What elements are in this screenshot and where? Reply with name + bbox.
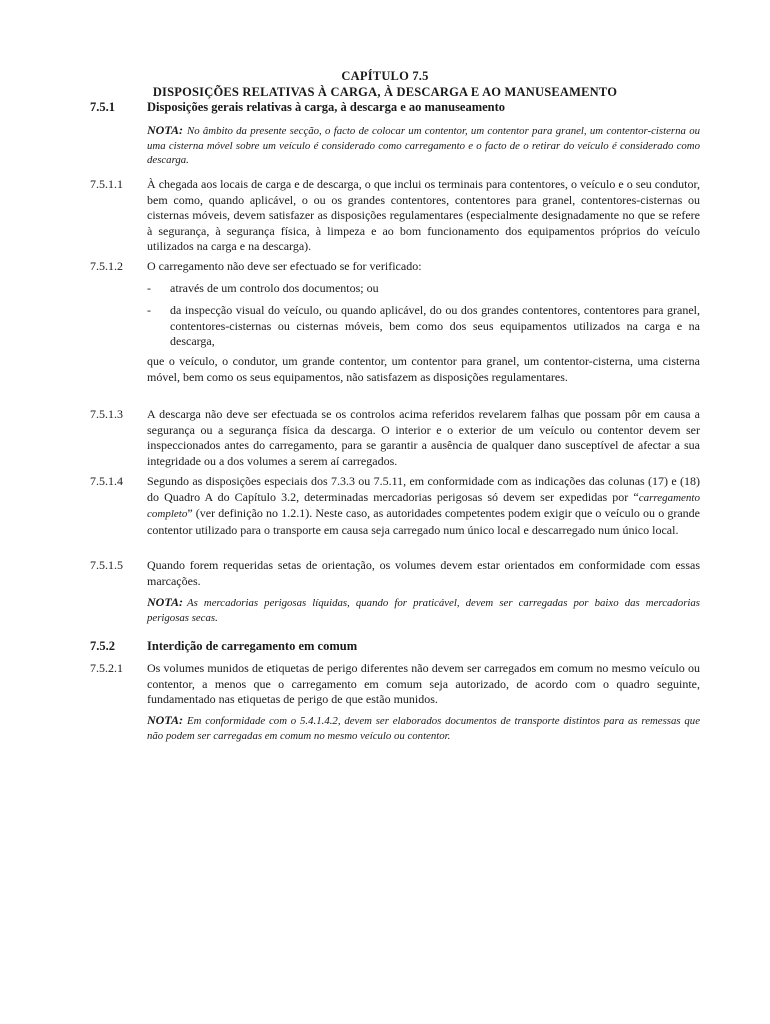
paragraph-number: 7.5.1.3 <box>90 407 123 421</box>
paragraph-text: Os volumes munidos de etiquetas de perigo diferentes não devem ser carregados em comum no mesmo veículo ou contentor, a menos que o carregamento em comum seja autorizado, de acordo com o quadro seguinte, fundamentado nas etiquetas de perigo de que estão munidos. <box>147 661 700 706</box>
text-part: Segundo as disposições especiais dos 7.3.3 ou 7.5.11, em conformidade com as indicações das colunas (17) e (18) do Quadro A do Capítulo 3.2, determinadas mercadorias perigosas só devem ser expedidas por “ <box>147 474 700 504</box>
paragraph-number: 7.5.2.1 <box>90 661 123 675</box>
paragraph-number: 7.5.1.1 <box>90 177 123 191</box>
section-7-5-2-heading <box>90 639 700 654</box>
section-title: Interdição de carregamento em comum <box>147 639 358 653</box>
paragraph-text: Quando forem requeridas setas de orientação, os volumes devem estar orientados em conformidade com essas marcações. <box>147 558 700 588</box>
list-item-text: da inspecção visual do veículo, ou quando aplicável, do ou dos grandes contentores, contentores para granel, contentores-cisternas ou cisternas móveis, bem como dos seus equipamentos utilizados na carga e na descarga, <box>170 303 700 348</box>
note-text: Em conformidade com o 5.4.1.4.2, devem ser elaborados documentos de transporte distintos para as remessas que não podem ser carregadas em comum no mesmo veículo ou contentor. <box>147 715 700 742</box>
paragraph-intro: O carregamento não deve ser efectuado se for verificado: <box>147 259 422 273</box>
note-label: NOTA: <box>147 123 183 137</box>
note-2 <box>147 595 700 625</box>
note-3 <box>147 713 700 743</box>
paragraph-7-5-1-4 <box>90 474 700 538</box>
note-text: As mercadorias perigosas líquidas, quando for praticável, devem ser carregadas por baixo das mercadorias perigosas secas. <box>147 597 700 624</box>
paragraph-text <box>147 474 700 538</box>
text-part: ” (ver definição no 1.2.1). Neste caso, as autoridades competentes podem exigir que o veículo ou o grande contentor utilizado para o transporte em causa seja carregado num único local e descarregado num único local. <box>147 506 700 537</box>
note-text: No âmbito da presente secção, o facto de colocar um contentor, um contentor para granel, um contentor-cisterna ou uma cisterna móvel sobre um veículo é considerado como carregamento e o facto de o retirar do veículo é considerado como descarga. <box>147 125 700 166</box>
note-1 <box>147 123 700 168</box>
list-item <box>147 281 700 297</box>
paragraph-7-5-1-1 <box>90 177 700 255</box>
paragraph-number: 7.5.1.5 <box>90 558 123 572</box>
note-label: NOTA: <box>147 713 183 727</box>
emphasis-text: carregamento completo <box>147 491 700 520</box>
section-title: Disposições gerais relativas à carga, à descarga e ao manuseamento <box>147 100 506 114</box>
list-bullet: - <box>147 303 151 317</box>
chapter-number: CAPÍTULO 7.5 <box>341 69 429 83</box>
note-label: NOTA: <box>147 595 183 609</box>
section-number: 7.5.2 <box>90 639 115 653</box>
paragraph-7-5-1-3 <box>90 407 700 469</box>
list-item-text: através de um controlo dos documentos; ou <box>170 281 379 295</box>
paragraph-outro: que o veículo, o condutor, um grande contentor, um contentor para granel, um contentor-cisterna, uma cisterna móvel, bem como os seus equipamentos, não satisfazem as disposições regulamentares. <box>147 354 700 384</box>
section-7-5-1-heading <box>90 100 700 115</box>
paragraph-text: À chegada aos locais de carga e de descarga, o que inclui os terminais para contentores, o veículo e o seu condutor, bem como, quando aplicável, o ou os grandes contentores, contentores para granel, contentores-cisternas ou cisternas móveis, devem satisfazer as disposições regulamentares (especialmente designadamente no que se refere à segurança, à segurança física, à limpeza e ao bom funcionamento dos equipamentos próprios do veículo utilizados na carga e na descarga). <box>147 177 700 253</box>
list-item <box>147 303 700 350</box>
paragraph-text: A descarga não deve ser efectuada se os controlos acima referidos revelarem falhas que possam pôr em causa a segurança ou a segurança física da descarga. O interior e o exterior de um veículo ou contentor devem ser inspeccionados antes do carregamento, para se garantir a ausência de qualquer dano susceptível de afectar a sua integridade ou a dos volumes a serem aí carregados. <box>147 407 700 468</box>
list-bullet: - <box>147 281 151 295</box>
paragraph-7-5-1-2 <box>90 259 700 275</box>
paragraph-number: 7.5.1.2 <box>90 259 123 273</box>
paragraph-number: 7.5.1.4 <box>90 474 123 488</box>
paragraph-7-5-2-1 <box>90 661 700 708</box>
chapter-title: DISPOSIÇÕES RELATIVAS À CARGA, À DESCARGA E AO MANUSEAMENTO <box>152 85 618 99</box>
paragraph-7-5-1-5 <box>90 558 700 589</box>
section-number: 7.5.1 <box>90 100 115 114</box>
